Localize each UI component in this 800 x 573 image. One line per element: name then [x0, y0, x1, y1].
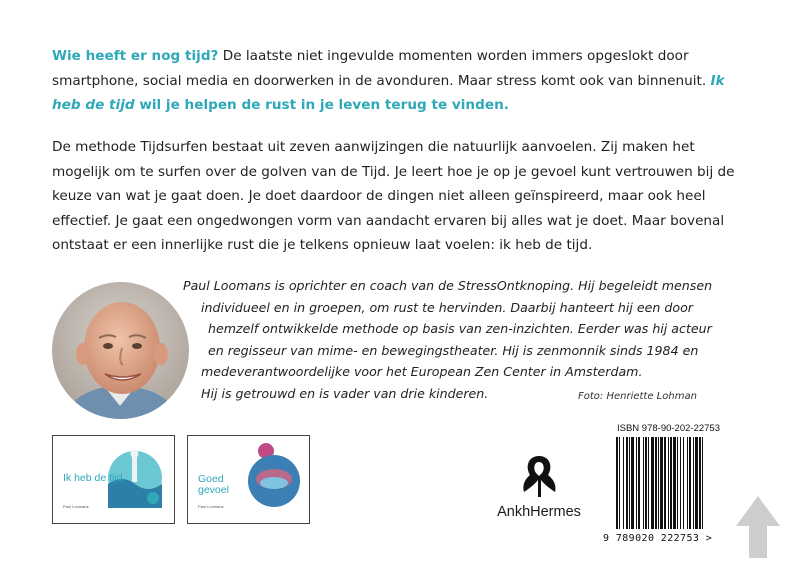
related-book-cover: [187, 435, 310, 524]
bio-line: individueel en in groepen, om rust te hervinden. Daarbij hanteert hij een door: [201, 299, 693, 315]
barcode-bar: [645, 437, 647, 529]
barcode-bar: [631, 437, 634, 529]
related-book-cover: [52, 435, 175, 524]
author-bio: [170, 275, 730, 404]
intro-question: Wie heeft er nog tijd?: [52, 48, 219, 64]
barcode-bar: [655, 437, 657, 529]
barcode-bar: [626, 437, 628, 529]
barcode-bar: [636, 437, 637, 529]
watermark-arrow-icon: [728, 492, 788, 562]
bio-line: Paul Loomans is oprichter en coach van de StressOntknoping. Hij begeleidt mensen: [183, 278, 713, 293]
barcode-bar: [677, 437, 678, 529]
isbn-label: ISBN 978-90-202-22753: [617, 423, 720, 434]
bio-line: hemzelf ontwikkelde methode op basis van zen-inzichten. Eerder was hij acteur: [208, 321, 712, 336]
barcode-bar: [660, 437, 663, 529]
barcode-bar: [623, 437, 624, 529]
barcode-bar: [702, 437, 703, 529]
ankh-logo-icon: [516, 452, 562, 498]
bio-line: medeverantwoordelijke voor het European Zen Center in Amsterdam.: [201, 364, 643, 379]
barcode-bar: [699, 437, 701, 529]
publisher-name: AnkhHermes: [497, 504, 581, 520]
barcode-bar: [668, 437, 669, 529]
book-title-inline: Ik heb de tijd: [52, 72, 725, 113]
barcode-bar: [693, 437, 694, 529]
photo-credit: Foto: Henriette Lohman: [578, 391, 697, 402]
author-portrait: [52, 282, 189, 419]
barcode-bar: [651, 437, 654, 529]
related-book-author: Paul Loomans: [63, 504, 89, 509]
intro-paragraph: [52, 44, 752, 118]
barcode-bar: [648, 437, 649, 529]
barcode-bar: [638, 437, 640, 529]
barcode-bar: [689, 437, 691, 529]
barcode-digits: 9 789020 222753 >: [603, 533, 713, 544]
barcode-bar: [695, 437, 698, 529]
publisher-logo: [479, 452, 599, 520]
barcode-bar: [629, 437, 630, 529]
barcode-bar: [670, 437, 672, 529]
barcode-bar: [673, 437, 676, 529]
barcode-bar: [680, 437, 681, 529]
intro-tagline: wil je helpen de rust in je leven terug te vinden.: [134, 97, 509, 113]
barcode-bar: [616, 437, 618, 529]
related-book-title: Ik heb de tijd: [63, 472, 123, 484]
related-book-author: Paul Loomans: [198, 504, 224, 509]
barcode-bar: [683, 437, 684, 529]
barcode-bar: [687, 437, 688, 529]
method-paragraph: De methode Tijdsurfen bestaat uit zeven aanwijzingen die natuurlijk aanvoelen. Zij maken het mogelijk om te surfen over de golven van de Tijd. Je leert hoe je op je gevoel kunt vertrouwen bij de keuze van wat je gaat doen. Je doet daardoor de dingen niet alleen geïnspireerd, maar ook heel effectief. Je gaat een ongedwongen vorm van aandacht ervaren bij alles wat je doet. Maar bovenal ontstaat er een innerlijke rust die je telkens opnieuw laat voelen: ik heb de tijd.: [52, 139, 735, 253]
bio-line: en regisseur van mime- en bewegingstheater. Hij is zenmonnik sinds 1984 en: [208, 342, 699, 358]
barcode-bar: [664, 437, 666, 529]
intro-text: De laatste niet ingevulde momenten worden immers opgeslokt door smartphone, social media en doorwerken in de avonduren. Maar stress komt ook van binnenuit.: [52, 48, 711, 89]
barcode-bar: [619, 437, 620, 529]
barcode-bar: [658, 437, 659, 529]
barcode-bar: [643, 437, 644, 529]
bio-line: Hij is getrouwd en is vader van drie kinderen.: [201, 385, 489, 401]
book-cover-art-icon: [242, 441, 302, 511]
barcode: [614, 437, 732, 533]
related-book-title: Goed gevoel: [198, 473, 229, 496]
